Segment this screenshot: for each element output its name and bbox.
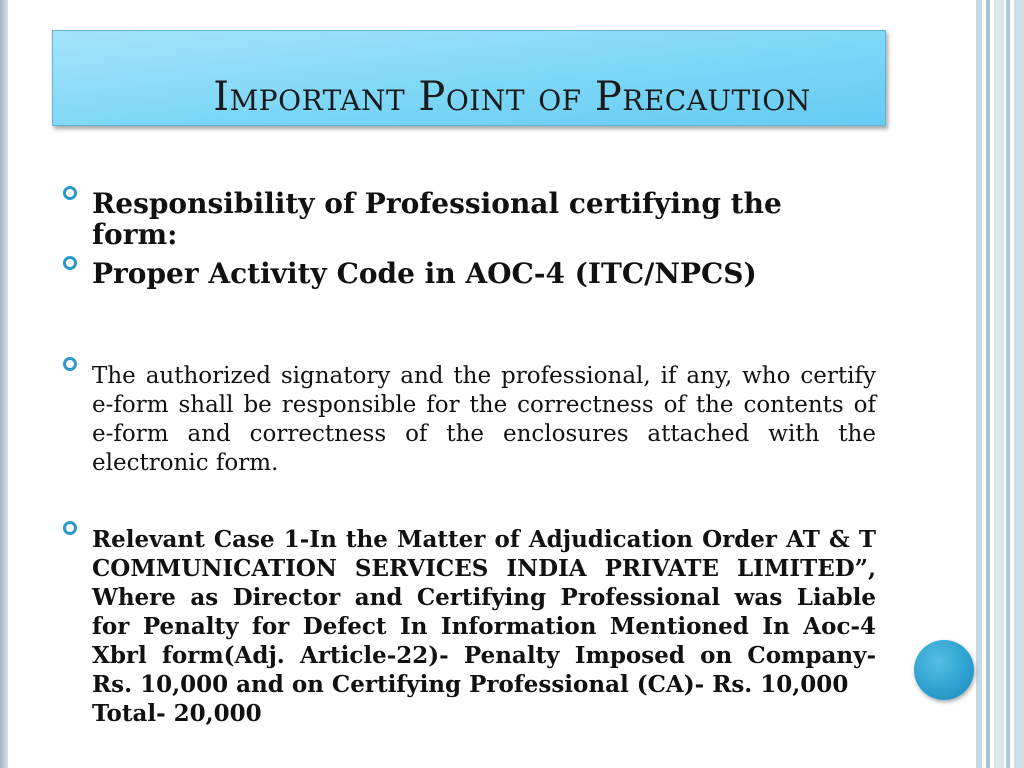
bullet-text-authorized-signatory: The authorized signatory and the professional, if any, who certify e-form shall be responsible for the correctness of the contents of e-form and correctness of the enclosures attached with the electronic form. [92,363,876,476]
bullet-icon [63,357,77,371]
case-description: Relevant Case 1-In the Matter of Adjudication Order AT & T COMMUNICATION SERVICES INDIA PRIVATE LIMITED”, Where as Director and Certifying Professional was Liable for Penalty for Defect In Information Mentioned In Aoc-4 Xbrl form(Adj. Article-22)- Penalty Imposed on Company- Rs. 10,000 and on Certifying Professional (CA)- Rs. 10,000 [92,526,876,698]
case-total: Total- 20,000 [92,700,262,727]
bullet-text-activity-code: Proper Activity Code in AOC-4 (ITC/NPCS) [92,257,757,290]
bullet-icon [63,256,77,270]
decorative-circle [914,640,974,700]
bullet-text-relevant-case [92,525,876,728]
slide-title: Important Point of Precaution [213,74,811,120]
bullet-icon [63,521,77,535]
bullet-text-responsibility: Responsibility of Professional certifying the form: [92,187,782,251]
bullet-icon [63,186,77,200]
